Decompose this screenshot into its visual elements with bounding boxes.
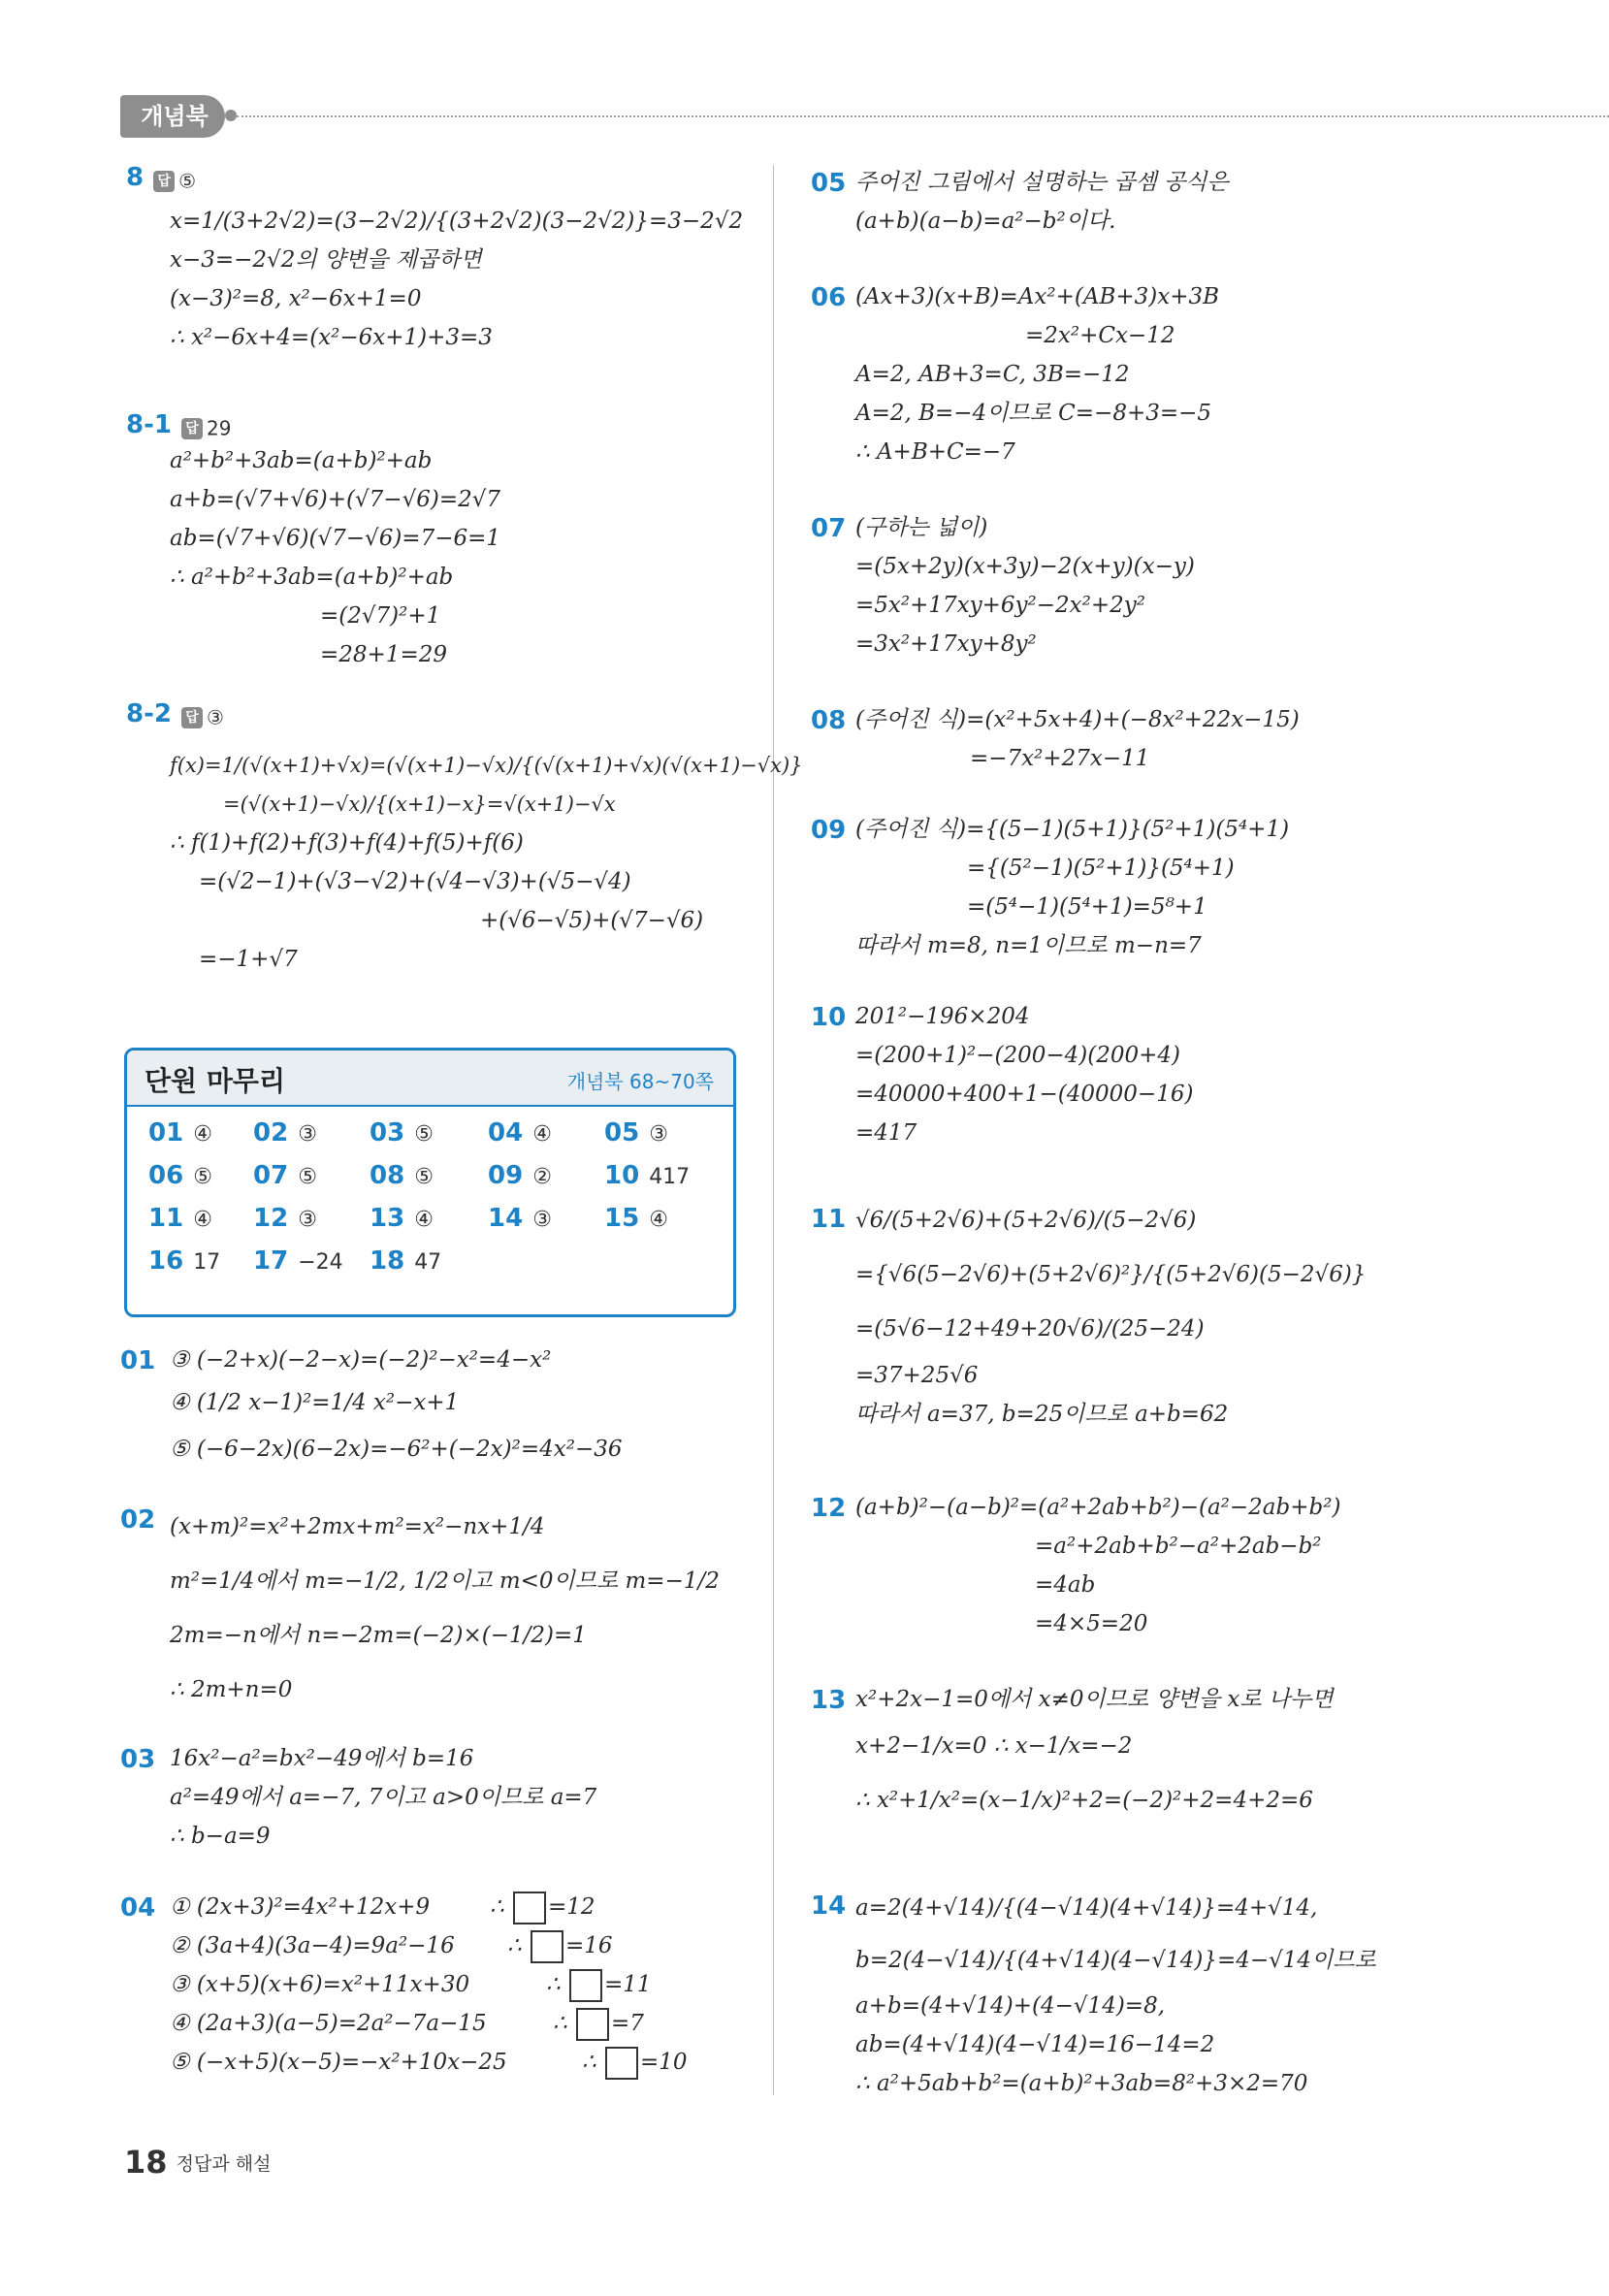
blank-box <box>605 2047 638 2080</box>
solution-line: =(5√6−12+49+20√6)/(25−24) <box>855 1316 1205 1342</box>
problem-04 <box>116 1888 737 2086</box>
problem-number: 09 <box>811 816 847 845</box>
problem-07 <box>807 508 1583 673</box>
solution-line: =−7x²+27x−11 <box>970 746 1150 771</box>
answer-cell: 18 47 <box>370 1246 442 1276</box>
problem-number: 03 <box>120 1745 156 1774</box>
solution-line: (a+b)(a−b)=a²−b²이다. <box>855 209 1116 234</box>
answer-cell: 11 ④ <box>148 1204 212 1233</box>
solution-line: ③ (−2+x)(−2−x)=(−2)²−x²=4−x² <box>170 1347 552 1373</box>
answer-chip: 답 <box>181 707 203 728</box>
solution-line: a²=49에서 a=−7, 7이고 a>0이므로 a=7 <box>170 1785 597 1810</box>
problem-number: 11 <box>811 1205 847 1234</box>
solution-line: =37+25√6 <box>855 1363 979 1388</box>
solution-line: x²+2x−1=0에서 x≠0이므로 양변을 x로 나누면 <box>855 1687 1334 1712</box>
solution-line: (a+b)²−(a−b)²=(a²+2ab+b²)−(a²−2ab+b²) <box>855 1495 1341 1520</box>
solution-line: ∴ f(1)+f(2)+f(3)+f(4)+f(5)+f(6) <box>170 830 524 856</box>
problem-14 <box>807 1882 1583 2105</box>
header-rule <box>237 115 1609 117</box>
column-divider <box>773 165 774 2095</box>
solution-line: 따라서 m=8, n=1이므로 m−n=7 <box>855 933 1202 958</box>
blank-box <box>531 1930 563 1963</box>
solution-line: a+b=(4+√14)+(4−√14)=8, <box>855 1993 1166 2019</box>
right-column <box>807 163 1583 2132</box>
answer-value: ③ <box>206 705 224 729</box>
answer-cell: 02 ③ <box>253 1118 317 1148</box>
answer-cell: 12 ③ <box>253 1204 317 1233</box>
answer-cell: 04 ④ <box>488 1118 552 1148</box>
problem-09 <box>807 810 1583 970</box>
problem-8-2 <box>116 699 803 1044</box>
answer-cell: 16 17 <box>148 1246 221 1276</box>
solution-line: =(√2−1)+(√3−√2)+(√4−√3)+(√5−√4) <box>199 869 631 894</box>
solution-line: (Ax+3)(x+B)=Ax²+(AB+3)x+3B <box>855 284 1220 309</box>
answer-cell: 07 ⑤ <box>253 1161 317 1190</box>
page-number: 18 <box>124 2144 168 2181</box>
solution-line: (주어진 식)={(5−1)(5+1)}(5²+1)(5⁴+1) <box>855 817 1290 842</box>
solution-line: =40000+400+1−(40000−16) <box>855 1082 1194 1107</box>
answer-value: 29 <box>206 416 232 440</box>
solution-line: (x−3)²=8, x²−6x+1=0 <box>170 286 422 311</box>
solution-line: x+2−1/x=0 ∴ x−1/x=−2 <box>855 1733 1133 1759</box>
choice-line: ④ (2a+3)(a−5)=2a²−7a−15 ∴ =7 <box>170 2004 732 2043</box>
problem-number: 04 <box>120 1893 156 1923</box>
solution-line: (주어진 식)=(x²+5x+4)+(−8x²+22x−15) <box>855 707 1300 732</box>
choice-line: ② (3a+4)(3a−4)=9a²−16 ∴ =16 <box>170 1926 732 1965</box>
footer-label: 정답과 해설 <box>176 2152 272 2175</box>
box-page-ref: 개념북 68~70쪽 <box>566 1070 714 1093</box>
blank-box <box>569 1969 602 2002</box>
problem-number: 12 <box>811 1494 847 1523</box>
answer-cell: 10 417 <box>604 1161 691 1190</box>
solution-line: x−3=−2√2의 양변을 제곱하면 <box>170 247 482 273</box>
answer-cell: 13 ④ <box>370 1204 434 1233</box>
solution-line: ab=(4+√14)(4−√14)=16−14=2 <box>855 2032 1215 2057</box>
solution-line: =3x²+17xy+8y² <box>855 631 1037 657</box>
left-lower <box>116 1341 737 2114</box>
solution-line: a+b=(√7+√6)+(√7−√6)=2√7 <box>170 487 501 512</box>
solution-line: 따라서 a=37, b=25이므로 a+b=62 <box>855 1402 1229 1427</box>
solution-line: ∴ b−a=9 <box>170 1824 271 1849</box>
solution-line: =(200+1)²−(200−4)(200+4) <box>855 1043 1181 1068</box>
solution-line: ={√6(5−2√6)+(5+2√6)²}/{(5+2√6)(5−2√6)} <box>855 1262 1367 1287</box>
solution-line: 주어진 그림에서 설명하는 곱셈 공식은 <box>855 170 1229 195</box>
solution-line: A=2, AB+3=C, 3B=−12 <box>855 362 1130 387</box>
solution-line: ab=(√7+√6)(√7−√6)=7−6=1 <box>170 526 501 551</box>
problem-number: 8-1 <box>126 410 172 439</box>
answer-cell: 03 ⑤ <box>370 1118 434 1148</box>
solution-line: =−1+√7 <box>199 947 298 972</box>
problem-number: 8 <box>126 163 145 192</box>
page-footer <box>124 2144 271 2181</box>
solution-line: 2m=−n에서 n=−2m=(−2)×(−1/2)=1 <box>170 1623 587 1648</box>
solution-line: ∴ a²+5ab+b²=(a+b)²+3ab=8²+3×2=70 <box>855 2071 1308 2096</box>
solution-line: 16x²−a²=bx²−49에서 b=16 <box>170 1746 474 1771</box>
problem-08 <box>807 700 1583 783</box>
problem-11 <box>807 1189 1583 1461</box>
problem-13 <box>807 1680 1583 1855</box>
solution-line: =417 <box>855 1120 917 1146</box>
problem-number: 06 <box>811 283 847 312</box>
solution-line: a=2(4+√14)/{(4−√14)(4+√14)}=4+√14, <box>855 1895 1318 1921</box>
answer-cell: 06 ⑤ <box>148 1161 212 1190</box>
problem-number: 8-2 <box>126 699 172 728</box>
problem-12 <box>807 1488 1583 1653</box>
solution-line: (구하는 넓이) <box>855 515 988 540</box>
problem-number: 13 <box>811 1686 847 1715</box>
choice-line: ⑤ (−x+5)(x−5)=−x²+10x−25 ∴ =10 <box>170 2043 732 2082</box>
solution-line: ∴ a²+b²+3ab=(a+b)²+ab <box>170 565 454 590</box>
blank-box <box>513 1892 546 1924</box>
solution-line: =28+1=29 <box>320 642 447 667</box>
left-column <box>116 155 803 1071</box>
problem-number: 02 <box>120 1505 156 1535</box>
solution-line: =4×5=20 <box>1035 1611 1148 1636</box>
box-header <box>127 1051 733 1107</box>
box-title: 단원 마무리 <box>145 1065 285 1097</box>
answer-cell: 05 ③ <box>604 1118 668 1148</box>
problem-number: 07 <box>811 514 847 543</box>
answer-cell: 17 −24 <box>253 1246 343 1276</box>
solution-line: ∴ A+B+C=−7 <box>855 439 1015 465</box>
answer-value: ⑤ <box>178 169 197 193</box>
solution-line: =(2√7)²+1 <box>320 603 441 629</box>
answer-cell: 14 ③ <box>488 1204 552 1233</box>
answer-cell: 08 ⑤ <box>370 1161 434 1190</box>
solution-line: =5x²+17xy+6y²−2x²+2y² <box>855 593 1145 618</box>
solution-line: =(5x+2y)(x+3y)−2(x+y)(x−y) <box>855 554 1195 579</box>
answer-cell: 09 ② <box>488 1161 552 1190</box>
solution-line: =2x²+Cx−12 <box>1025 323 1175 348</box>
problem-number: 08 <box>811 706 847 735</box>
problem-05 <box>807 163 1583 250</box>
solution-line: a²+b²+3ab=(a+b)²+ab <box>170 448 433 473</box>
solution-line: ∴ x²−6x+4=(x²−6x+1)+3=3 <box>170 325 493 350</box>
solution-line: ={(5²−1)(5²+1)}(5⁴+1) <box>967 856 1235 881</box>
solution-line: b=2(4−√14)/{(4+√14)(4−√14)}=4−√14이므로 <box>855 1948 1376 1973</box>
problem-number: 10 <box>811 1003 847 1032</box>
problem-number: 14 <box>811 1892 847 1921</box>
solution-line: ∴ 2m+n=0 <box>170 1677 293 1702</box>
solution-line: m²=1/4에서 m=−1/2, 1/2이고 m<0이므로 m=−1/2 <box>170 1568 720 1594</box>
solution-line: (x+m)²=x²+2mx+m²=x²−nx+1/4 <box>170 1514 545 1539</box>
solution-line: x=1/(3+2√2)=(3−2√2)/{(3+2√2)(3−2√2)}=3−2√2 <box>170 209 744 234</box>
problem-10 <box>807 997 1583 1162</box>
problem-number: 01 <box>120 1346 156 1375</box>
problem-06 <box>807 277 1583 481</box>
solution-line: 201²−196×204 <box>855 1004 1030 1029</box>
choice-line: ① (2x+3)²=4x²+12x+9 ∴ =12 <box>170 1888 732 1926</box>
solution-line: +(√6−√5)+(√7−√6) <box>480 908 704 933</box>
unit-review-box <box>124 1048 736 1317</box>
choice-line: ③ (x+5)(x+6)=x²+11x+30 ∴ =11 <box>170 1965 732 2004</box>
solution-line: ⑤ (−6−2x)(6−2x)=−6²+(−2x)²=4x²−36 <box>170 1437 623 1462</box>
solution-line: =(5⁴−1)(5⁴+1)=5⁸+1 <box>967 894 1207 920</box>
problem-01 <box>116 1341 737 1467</box>
blank-box <box>576 2008 609 2041</box>
solution-line: =(√(x+1)−√x)/{(x+1)−x}=√(x+1)−√x <box>223 792 616 816</box>
answer-cell: 15 ④ <box>604 1204 668 1233</box>
solution-line: A=2, B=−4이므로 C=−8+3=−5 <box>855 401 1212 426</box>
problem-8-1 <box>116 410 737 672</box>
solution-line: √6/(5+2√6)+(5+2√6)/(5−2√6) <box>855 1208 1197 1233</box>
problem-03 <box>116 1739 737 1860</box>
solution-line: f(x)=1/(√(x+1)+√x)=(√(x+1)−√x)/{(√(x+1)+√x)(√(x+1)−√x)} <box>170 754 803 777</box>
problem-number: 05 <box>811 169 847 198</box>
answer-cell: 01 ④ <box>148 1118 212 1148</box>
answer-chip: 답 <box>181 418 203 439</box>
solution-line: =a²+2ab+b²−a²+2ab−b² <box>1035 1534 1322 1559</box>
solution-line: =4ab <box>1035 1572 1096 1598</box>
answer-chip: 답 <box>153 171 175 192</box>
problem-8 <box>116 155 744 383</box>
problem-02 <box>116 1494 737 1712</box>
header-dot <box>225 110 237 121</box>
section-tab: 개념북 <box>124 95 225 138</box>
solution-line: ∴ x²+1/x²=(x−1/x)²+2=(−2)²+2=4+2=6 <box>855 1788 1313 1813</box>
solution-line: ④ (1/2 x−1)²=1/4 x²−x+1 <box>170 1390 460 1415</box>
